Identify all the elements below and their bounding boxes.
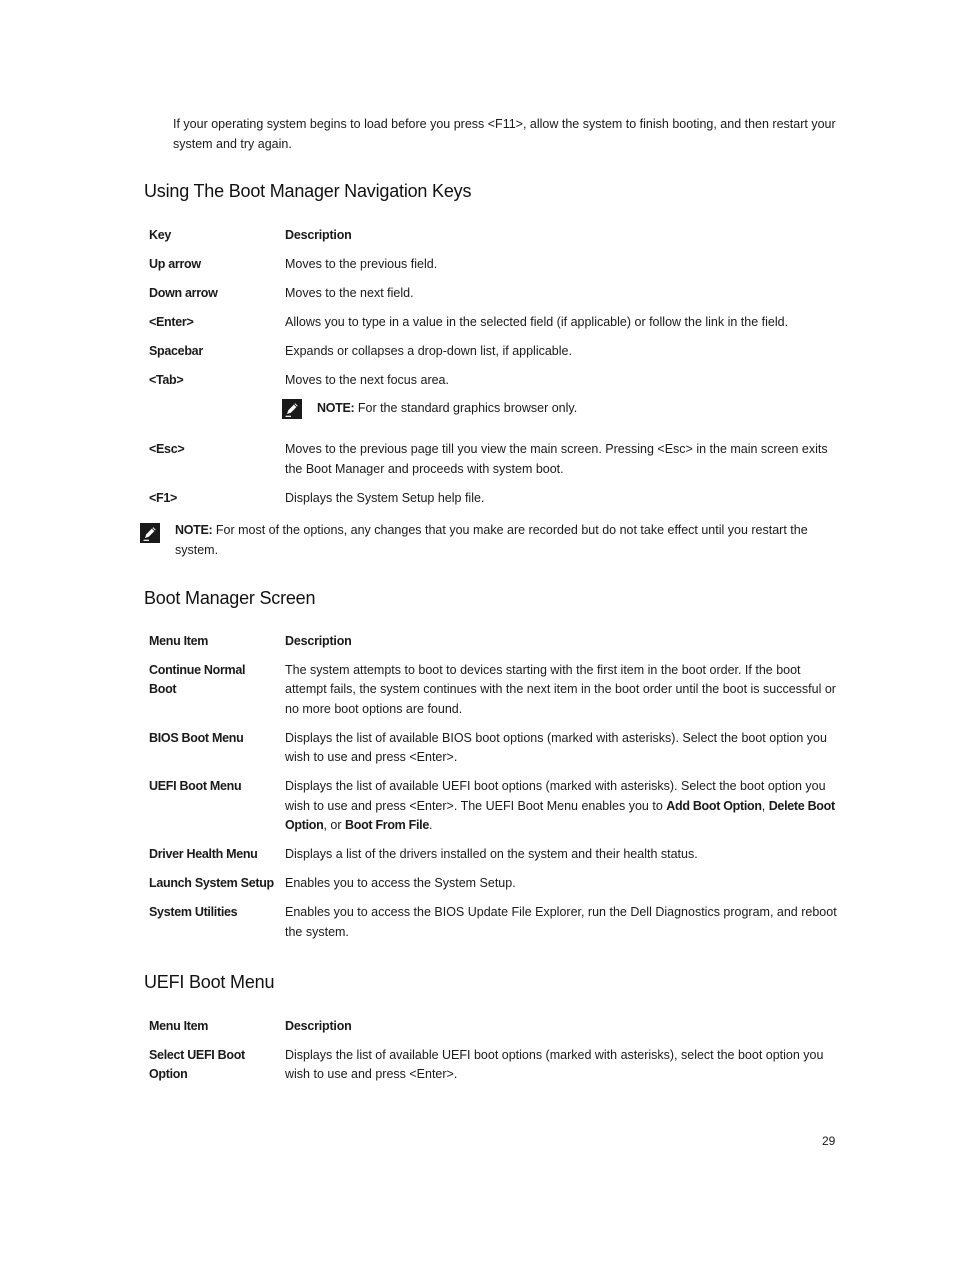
note-text: For the standard graphics browser only. — [354, 401, 578, 415]
header-description: Description — [285, 1019, 352, 1033]
description-cell: Enables you to access the BIOS Update File Explorer, run the Dell Diagnostics program, and reboot the system. — [285, 905, 837, 939]
note-block — [140, 521, 840, 560]
note-body — [175, 521, 840, 560]
key-cell: UEFI Boot Menu — [149, 779, 242, 793]
table-header — [149, 226, 839, 246]
key-cell: <Esc> — [149, 442, 185, 456]
description-cell: Enables you to access the System Setup. — [285, 876, 516, 890]
section-title-navigation-keys: Using The Boot Manager Navigation Keys — [144, 181, 472, 201]
key-cell: Driver Health Menu — [149, 847, 258, 861]
header-description: Description — [285, 228, 352, 242]
intro-paragraph: If your operating system begins to load before you press <F11>, allow the system to finish booting, and then restart your system and try again. — [173, 117, 836, 151]
key-cell: <F1> — [149, 490, 177, 505]
header-menu-item: Menu Item — [149, 1019, 209, 1033]
description-cell: Displays the System Setup help file. — [285, 490, 485, 505]
table-row — [149, 903, 839, 942]
description-cell: Displays the list of available BIOS boot options (marked with asterisks). Select the boot option you wish to use and press <Enter>. — [285, 730, 827, 764]
table-row — [149, 440, 839, 479]
table-row — [149, 777, 839, 836]
key-cell: Down arrow — [149, 285, 218, 300]
note-label: NOTE: — [175, 523, 213, 537]
boot-from-file-term: Boot From File — [345, 818, 430, 832]
boot-manager-screen-table — [149, 632, 839, 952]
table-row — [149, 313, 839, 333]
table-row — [149, 342, 839, 362]
table-row — [149, 729, 839, 768]
table-header — [149, 1017, 839, 1037]
key-cell: Spacebar — [149, 343, 203, 358]
delete-boot-option-term: Delete Boot Option — [285, 798, 835, 832]
key-cell: Select UEFI Boot Option — [149, 1047, 245, 1081]
section-title-uefi-boot-menu: UEFI Boot Menu — [144, 972, 275, 992]
table-row — [149, 1046, 839, 1085]
table-row — [149, 874, 839, 894]
description-cell: Displays the list of available UEFI boot options (marked with asterisks), select the boot option you wish to use and press <Enter>. — [285, 1047, 824, 1081]
inline-note — [285, 399, 839, 419]
key-cell: <Tab> — [149, 372, 184, 387]
description-cell: The system attempts to boot to devices starting with the first item in the boot order. If the boot attempt fails, the system continues with the next item in the boot order until the boot is successful or no more boot options are found. — [285, 662, 836, 716]
description-cell: Expands or collapses a drop-down list, if applicable. — [285, 343, 572, 358]
description-text: Moves to the next focus area. — [285, 372, 449, 387]
add-boot-option-term: Add Boot Option — [666, 798, 762, 813]
key-cell: Launch System Setup — [149, 876, 274, 890]
key-cell: System Utilities — [149, 905, 238, 919]
description-cell: Displays a list of the drivers installed on the system and their health status. — [285, 847, 698, 861]
key-cell: Continue Normal Boot — [149, 662, 246, 696]
header-description: Description — [285, 634, 352, 648]
description-cell: Moves to the previous field. — [285, 256, 438, 271]
key-cell: BIOS Boot Menu — [149, 730, 244, 745]
description-cell: Allows you to type in a value in the selected field (if applicable) or follow the link in the field. — [285, 314, 789, 329]
navigation-keys-table — [149, 226, 839, 518]
table-row — [149, 489, 839, 509]
header-menu-item: Menu Item — [149, 634, 209, 648]
table-row — [149, 255, 839, 275]
description-cell: Moves to the next field. — [285, 285, 414, 300]
note-text: For most of the options, any changes that you make are recorded but do not take effect until you restart the system. — [175, 523, 808, 557]
section-title-boot-manager-screen: Boot Manager Screen — [144, 588, 316, 608]
description-cell: Displays the list of available UEFI boot options (marked with asterisks). Select the boot option you wish to use and press <Enter>. The UEFI Boot Menu enables you to Add Boot Option, Delete Boot Option, or Boot From File. — [285, 779, 835, 832]
table-row — [149, 845, 839, 865]
note-pencil-icon — [282, 399, 302, 419]
note-pencil-icon — [140, 523, 160, 543]
uefi-boot-menu-table — [149, 1017, 839, 1094]
key-cell: <Enter> — [149, 314, 194, 329]
note-label: NOTE: — [317, 401, 355, 415]
table-row — [149, 284, 839, 304]
table-header — [149, 632, 839, 652]
key-cell: Up arrow — [149, 256, 201, 271]
description-cell: Moves to the previous page till you view the main screen. Pressing <Esc> in the main screen exits the Boot Manager and proceeds with system boot. — [285, 442, 828, 476]
table-row — [149, 371, 839, 420]
table-row — [149, 661, 839, 720]
page-number: 29 — [822, 1134, 836, 1148]
description-cell — [285, 371, 839, 420]
header-key: Key — [149, 228, 172, 242]
